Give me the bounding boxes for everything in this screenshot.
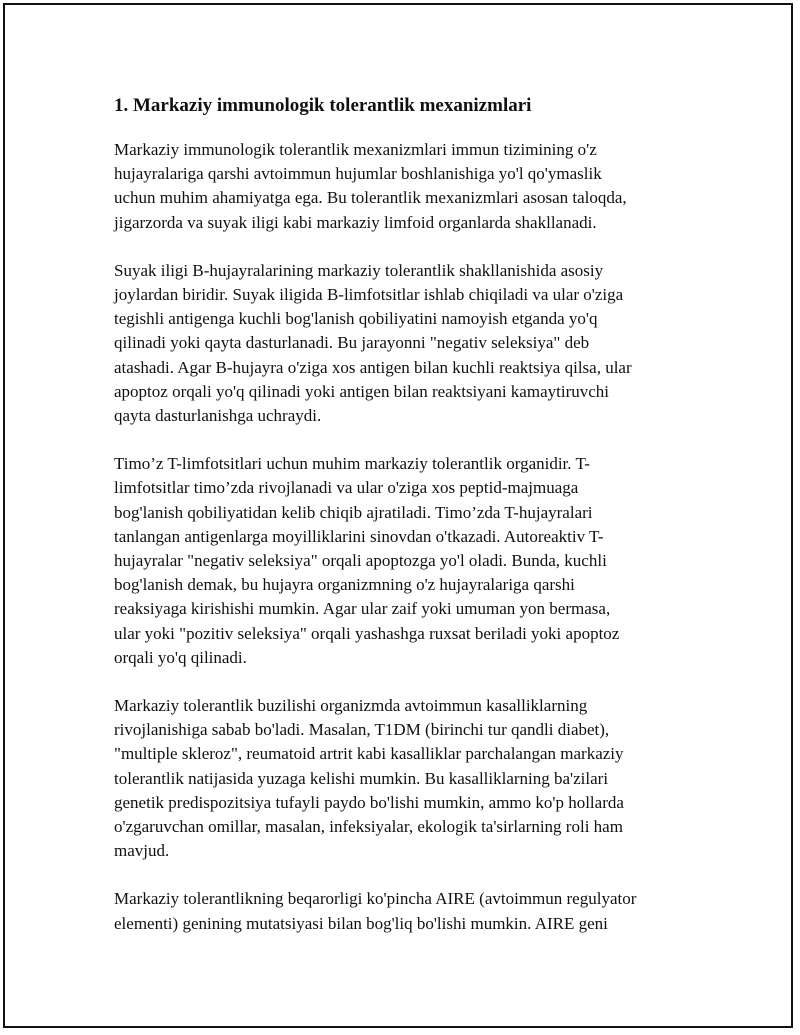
text-line: Timo’z T-limfotsitlari uchun muhim markaziy tolerantlik organidir. T-	[114, 454, 590, 474]
text-line: elementi) genining mutatsiyasi bilan bog'liq bo'lishi mumkin. AIRE geni	[114, 913, 608, 933]
text-line: Markaziy immunologik tolerantlik mexanizmlari immun tizimining o'z	[114, 140, 597, 159]
text-line: atashadi. Agar B-hujayra o'ziga xos antigen bilan kuchli reaktsiya qilsa, ular	[114, 357, 632, 377]
text-line: mavjud.	[114, 841, 170, 861]
paragraph-3	[114, 452, 694, 670]
text-line: Markaziy tolerantlikning beqarorligi ko'pincha AIRE (avtoimmun regulyator	[114, 889, 637, 909]
text-line: apoptoz orqali yo'q qilinadi yoki antigen bilan reaktsiyani kamaytiruvchi	[114, 381, 609, 401]
text-line: o'zgaruvchan omillar, masalan, infeksiyalar, ekologik ta'sirlarning roli ham	[114, 817, 623, 837]
text-line: ular yoki "pozitiv seleksiya" orqali yashashga ruxsat beriladi yoki apoptoz	[114, 623, 620, 643]
text-line: orqali yo'q qilinadi.	[114, 647, 247, 667]
section-heading: 1. Markaziy immunologik tolerantlik mexanizmlari	[114, 95, 532, 116]
text-line: uchun muhim ahamiyatga ega. Bu tolerantlik mexanizmlari asosan taloqda,	[114, 188, 627, 208]
text-line: qilinadi yoki qayta dasturlanadi. Bu jarayonni "negativ seleksiya" deb	[114, 333, 590, 353]
text-line: Suyak iligi B-hujayralarining markaziy tolerantlik shakllanishida asosiy	[114, 260, 604, 280]
text-line: bog'lanish demak, bu hujayra organizmning o'z hujayralariga qarshi	[114, 575, 575, 595]
text-line: reaksiyaga kirishishi mumkin. Agar ular zaif yoki umuman yon bermasa,	[114, 599, 611, 619]
text-line: hujayralar "negativ seleksiya" orqali apoptozga yo'l oladi. Bunda, kuchli	[114, 551, 607, 571]
text-line: bog'lanish qobiliyatidan kelib chiqib ajratiladi. Timo’zda T-hujayralari	[114, 502, 593, 522]
text-line: tolerantlik natijasida yuzaga kelishi mumkin. Bu kasalliklarning ba'zilari	[114, 768, 609, 788]
paragraph-2	[114, 259, 694, 428]
text-line: Markaziy tolerantlik buzilishi organizmda avtoimmun kasalliklarning	[114, 696, 588, 716]
text-line: hujayralariga qarshi avtoimmun hujumlar boshlanishiga yo'l qo'ymaslik	[114, 164, 602, 184]
text-line: qayta dasturlanishga uchraydi.	[114, 406, 322, 426]
document-body	[114, 92, 694, 960]
text-line: limfotsitlar timo’zda rivojlanadi va ular o'ziga xos peptid-majmuaga	[114, 478, 579, 498]
text-line: "multiple skleroz", reumatoid artrit kabi kasalliklar parchalangan markaziy	[114, 744, 624, 764]
text-line: jigarzorda va suyak iligi kabi markaziy limfoid organlarda shakllanadi.	[114, 212, 597, 232]
text-line: genetik predispozitsiya tufayli paydo bo'lishi mumkin, ammo ko'p hollarda	[114, 792, 624, 812]
text-line: tanlangan antigenlarga moyilliklarini sinovdan o'tkazadi. Autoreaktiv T-	[114, 526, 604, 546]
text-line: joylardan biridir. Suyak iligida B-limfotsitlar ishlab chiqiladi va ular o'ziga	[114, 285, 624, 305]
text-line: tegishli antigenga kuchli bog'lanish qobiliyatini namoyish etganda yo'q	[114, 309, 598, 329]
paragraph-1	[114, 138, 694, 235]
paragraph-4	[114, 694, 694, 863]
text-line: rivojlanishiga sabab bo'ladi. Masalan, T1DM (birinchi tur qandli diabet),	[114, 720, 610, 740]
paragraph-5	[114, 887, 694, 935]
